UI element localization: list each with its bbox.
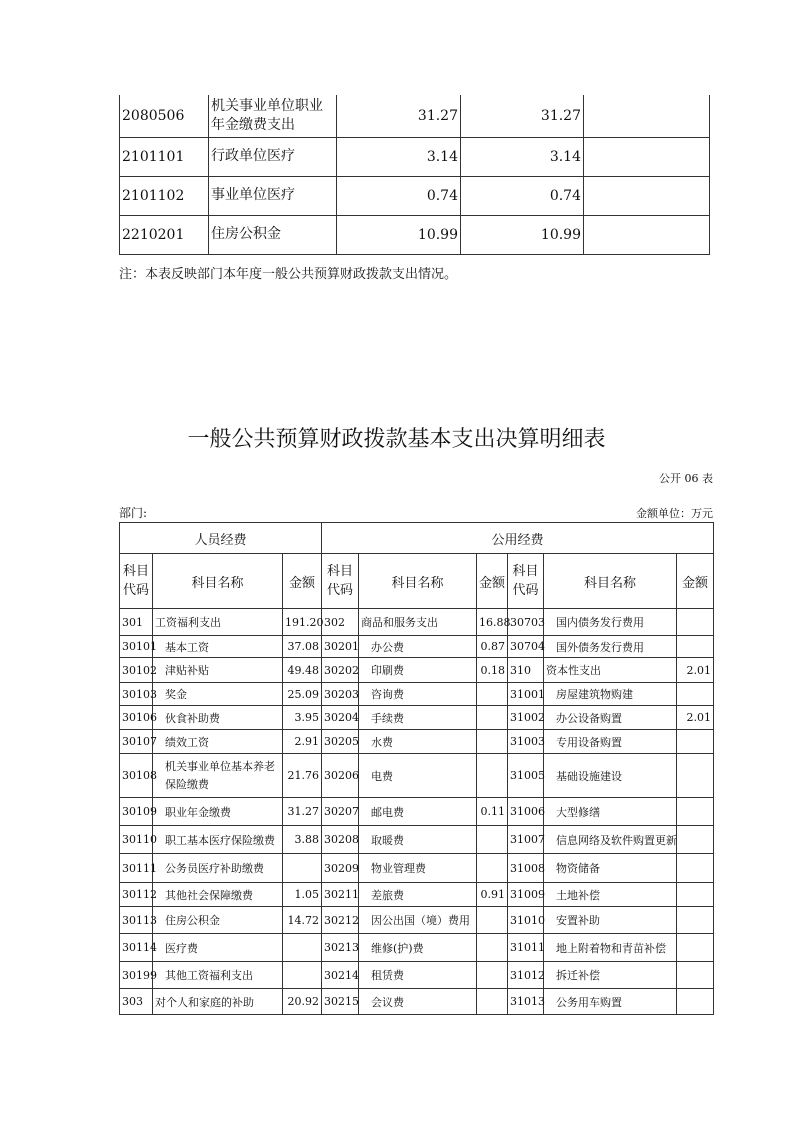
cell-name: 职业年金缴费 bbox=[153, 798, 283, 826]
cell-code: 31012 bbox=[508, 962, 544, 989]
cell-name: 其他社会保障缴费 bbox=[153, 883, 283, 907]
header-code: 科目代码 bbox=[508, 554, 544, 609]
cell-amount bbox=[477, 907, 508, 934]
table-row bbox=[120, 754, 714, 798]
header-name: 科目名称 bbox=[544, 554, 677, 609]
cell-code: 31002 bbox=[508, 706, 544, 730]
cell-code: 30114 bbox=[120, 934, 153, 962]
cell-c bbox=[584, 215, 710, 254]
cell-code: 31006 bbox=[508, 798, 544, 826]
cell-name: 国内债务发行费用 bbox=[544, 609, 677, 636]
header-name: 科目名称 bbox=[153, 554, 283, 609]
cell-name: 邮电费 bbox=[359, 798, 477, 826]
cell-code: 30109 bbox=[120, 798, 153, 826]
table-row bbox=[120, 683, 714, 706]
cell-name: 机关事业单位职业年金缴费支出 bbox=[209, 95, 337, 137]
department-label: 部门: bbox=[119, 506, 148, 520]
cell-name: 住房公积金 bbox=[209, 215, 337, 254]
cell-amount bbox=[677, 826, 714, 854]
table-row bbox=[120, 934, 714, 962]
cell-amount: 0.87 bbox=[477, 636, 508, 658]
header-code: 科目代码 bbox=[120, 554, 153, 609]
cell-code: 2101102 bbox=[120, 176, 209, 215]
cell-amount bbox=[477, 989, 508, 1015]
cell-b: 10.99 bbox=[461, 215, 584, 254]
cell-code: 30106 bbox=[120, 706, 153, 730]
cell-code: 31003 bbox=[508, 730, 544, 754]
table-note: 注：本表反映部门本年度一般公共预算财政拨款支出情况。 bbox=[119, 267, 458, 282]
cell-b: 31.27 bbox=[461, 95, 584, 137]
cell-name: 物业管理费 bbox=[359, 854, 477, 883]
basic-expenditure-table bbox=[119, 522, 714, 1015]
cell-amount: 191.20 bbox=[283, 609, 322, 636]
cell-name: 专用设备购置 bbox=[544, 730, 677, 754]
cell-code: 30202 bbox=[322, 658, 359, 683]
cell-name: 伙食补助费 bbox=[153, 706, 283, 730]
unit-label: 金额单位：万元 bbox=[636, 507, 713, 520]
cell-code: 2101101 bbox=[120, 137, 209, 176]
group-personnel: 人员经费 bbox=[120, 523, 322, 554]
cell-code: 30209 bbox=[322, 854, 359, 883]
cell-amount bbox=[677, 636, 714, 658]
cell-amount bbox=[477, 854, 508, 883]
cell-amount: 0.18 bbox=[477, 658, 508, 683]
cell-code: 30206 bbox=[322, 754, 359, 798]
cell-code: 30199 bbox=[120, 962, 153, 989]
table-row bbox=[120, 137, 710, 176]
cell-c bbox=[584, 137, 710, 176]
table-row bbox=[120, 883, 714, 907]
table-row bbox=[120, 962, 714, 989]
cell-name: 物资储备 bbox=[544, 854, 677, 883]
cell-c bbox=[584, 95, 710, 137]
header-name: 科目名称 bbox=[359, 554, 477, 609]
cell-name: 会议费 bbox=[359, 989, 477, 1015]
cell-code: 30110 bbox=[120, 826, 153, 854]
cell-name: 行政单位医疗 bbox=[209, 137, 337, 176]
cell-b: 3.14 bbox=[461, 137, 584, 176]
cell-name: 津贴补贴 bbox=[153, 658, 283, 683]
cell-code: 30215 bbox=[322, 989, 359, 1015]
cell-name: 商品和服务支出 bbox=[359, 609, 477, 636]
cell-name: 租赁费 bbox=[359, 962, 477, 989]
cell-code: 30103 bbox=[120, 683, 153, 706]
header-amount: 金额 bbox=[283, 554, 322, 609]
cell-code: 30208 bbox=[322, 826, 359, 854]
cell-amount bbox=[477, 754, 508, 798]
cell-code: 30101 bbox=[120, 636, 153, 658]
cell-amount bbox=[677, 609, 714, 636]
table-row bbox=[120, 95, 710, 137]
cell-name: 地上附着物和青苗补偿 bbox=[544, 934, 677, 962]
cell-amount bbox=[677, 854, 714, 883]
cell-amount: 21.76 bbox=[283, 754, 322, 798]
cell-amount bbox=[477, 730, 508, 754]
table-row bbox=[120, 854, 714, 883]
cell-code: 31008 bbox=[508, 854, 544, 883]
cell-code: 310 bbox=[508, 658, 544, 683]
cell-code: 30108 bbox=[120, 754, 153, 798]
cell-code: 30112 bbox=[120, 883, 153, 907]
cell-amount: 16.88 bbox=[477, 609, 508, 636]
cell-name: 绩效工资 bbox=[153, 730, 283, 754]
cell-code: 301 bbox=[120, 609, 153, 636]
cell-code: 303 bbox=[120, 989, 153, 1015]
cell-amount: 14.72 bbox=[283, 907, 322, 934]
cell-code: 31013 bbox=[508, 989, 544, 1015]
table-row bbox=[120, 826, 714, 854]
cell-amount: 25.09 bbox=[283, 683, 322, 706]
cell-name: 办公设备购置 bbox=[544, 706, 677, 730]
cell-code: 30211 bbox=[322, 883, 359, 907]
cell-code: 2210201 bbox=[120, 215, 209, 254]
cell-code: 30205 bbox=[322, 730, 359, 754]
table-row bbox=[120, 609, 714, 636]
cell-amount bbox=[477, 683, 508, 706]
cell-name: 因公出国（境）费用 bbox=[359, 907, 477, 934]
cell-code: 30113 bbox=[120, 907, 153, 934]
table-row bbox=[120, 176, 710, 215]
cell-code: 30111 bbox=[120, 854, 153, 883]
cell-name: 职工基本医疗保险缴费 bbox=[153, 826, 283, 854]
cell-amount: 20.92 bbox=[283, 989, 322, 1015]
table-row bbox=[120, 636, 714, 658]
cell-amount bbox=[677, 907, 714, 934]
cell-amount bbox=[477, 934, 508, 962]
cell-name: 住房公积金 bbox=[153, 907, 283, 934]
cell-name: 咨询费 bbox=[359, 683, 477, 706]
table-row bbox=[120, 798, 714, 826]
cell-name: 工资福利支出 bbox=[153, 609, 283, 636]
header-code: 科目代码 bbox=[322, 554, 359, 609]
cell-name: 手续费 bbox=[359, 706, 477, 730]
table-row bbox=[120, 706, 714, 730]
cell-name: 房屋建筑物购建 bbox=[544, 683, 677, 706]
cell-a: 0.74 bbox=[337, 176, 461, 215]
cell-amount: 49.48 bbox=[283, 658, 322, 683]
cell-name: 安置补助 bbox=[544, 907, 677, 934]
cell-amount: 2.01 bbox=[677, 706, 714, 730]
cell-name: 医疗费 bbox=[153, 934, 283, 962]
expenditure-table-continued bbox=[119, 95, 710, 255]
cell-code: 30214 bbox=[322, 962, 359, 989]
cell-code: 302 bbox=[322, 609, 359, 636]
cell-amount bbox=[283, 854, 322, 883]
page-title: 一般公共预算财政拨款基本支出决算明细表 bbox=[187, 427, 606, 452]
cell-a: 10.99 bbox=[337, 215, 461, 254]
cell-amount: 31.27 bbox=[283, 798, 322, 826]
cell-amount bbox=[283, 962, 322, 989]
cell-name: 公务员医疗补助缴费 bbox=[153, 854, 283, 883]
cell-amount: 37.08 bbox=[283, 636, 322, 658]
cell-amount: 3.88 bbox=[283, 826, 322, 854]
table-row bbox=[120, 989, 714, 1015]
cell-code: 30704 bbox=[508, 636, 544, 658]
cell-amount bbox=[477, 706, 508, 730]
cell-code: 2080506 bbox=[120, 95, 209, 137]
cell-name: 信息网络及软件购置更新 bbox=[544, 826, 677, 854]
cell-amount bbox=[677, 934, 714, 962]
cell-amount: 3.95 bbox=[283, 706, 322, 730]
cell-name: 事业单位医疗 bbox=[209, 176, 337, 215]
cell-code: 30203 bbox=[322, 683, 359, 706]
cell-amount bbox=[477, 826, 508, 854]
cell-code: 31005 bbox=[508, 754, 544, 798]
cell-amount: 0.91 bbox=[477, 883, 508, 907]
cell-amount: 1.05 bbox=[283, 883, 322, 907]
cell-amount bbox=[677, 798, 714, 826]
cell-amount: 2.01 bbox=[677, 658, 714, 683]
cell-name: 取暖费 bbox=[359, 826, 477, 854]
cell-code: 30212 bbox=[322, 907, 359, 934]
cell-code: 31007 bbox=[508, 826, 544, 854]
cell-name: 基础设施建设 bbox=[544, 754, 677, 798]
cell-name: 基本工资 bbox=[153, 636, 283, 658]
group-public: 公用经费 bbox=[322, 523, 714, 554]
cell-name: 印刷费 bbox=[359, 658, 477, 683]
table-row bbox=[120, 215, 710, 254]
cell-name: 维修(护)费 bbox=[359, 934, 477, 962]
cell-amount bbox=[283, 934, 322, 962]
cell-name: 奖金 bbox=[153, 683, 283, 706]
table-row bbox=[120, 730, 714, 754]
cell-code: 31011 bbox=[508, 934, 544, 962]
cell-code: 30207 bbox=[322, 798, 359, 826]
table-row bbox=[120, 658, 714, 683]
cell-code: 30102 bbox=[120, 658, 153, 683]
cell-amount bbox=[477, 962, 508, 989]
cell-name: 机关事业单位基本养老保险缴费 bbox=[153, 754, 283, 798]
table-row bbox=[120, 907, 714, 934]
cell-name: 大型修缮 bbox=[544, 798, 677, 826]
header-amount: 金额 bbox=[677, 554, 714, 609]
cell-code: 30107 bbox=[120, 730, 153, 754]
cell-name: 对个人和家庭的补助 bbox=[153, 989, 283, 1015]
cell-code: 30703 bbox=[508, 609, 544, 636]
cell-code: 30213 bbox=[322, 934, 359, 962]
cell-a: 3.14 bbox=[337, 137, 461, 176]
cell-code: 31009 bbox=[508, 883, 544, 907]
cell-name: 办公费 bbox=[359, 636, 477, 658]
cell-amount bbox=[677, 989, 714, 1015]
cell-name: 水费 bbox=[359, 730, 477, 754]
cell-amount: 2.91 bbox=[283, 730, 322, 754]
cell-name: 国外债务发行费用 bbox=[544, 636, 677, 658]
table-number: 公开 06 表 bbox=[659, 472, 713, 485]
cell-amount bbox=[677, 683, 714, 706]
cell-code: 31010 bbox=[508, 907, 544, 934]
cell-code: 31001 bbox=[508, 683, 544, 706]
cell-c bbox=[584, 176, 710, 215]
cell-name: 土地补偿 bbox=[544, 883, 677, 907]
cell-name: 电费 bbox=[359, 754, 477, 798]
cell-amount bbox=[677, 754, 714, 798]
cell-b: 0.74 bbox=[461, 176, 584, 215]
cell-amount bbox=[677, 730, 714, 754]
cell-name: 差旅费 bbox=[359, 883, 477, 907]
header-amount: 金额 bbox=[477, 554, 508, 609]
cell-a: 31.27 bbox=[337, 95, 461, 137]
cell-name: 公务用车购置 bbox=[544, 989, 677, 1015]
cell-amount bbox=[677, 883, 714, 907]
cell-amount: 0.11 bbox=[477, 798, 508, 826]
cell-name: 资本性支出 bbox=[544, 658, 677, 683]
cell-name: 拆迁补偿 bbox=[544, 962, 677, 989]
cell-amount bbox=[677, 962, 714, 989]
cell-code: 30204 bbox=[322, 706, 359, 730]
cell-name: 其他工资福利支出 bbox=[153, 962, 283, 989]
cell-code: 30201 bbox=[322, 636, 359, 658]
